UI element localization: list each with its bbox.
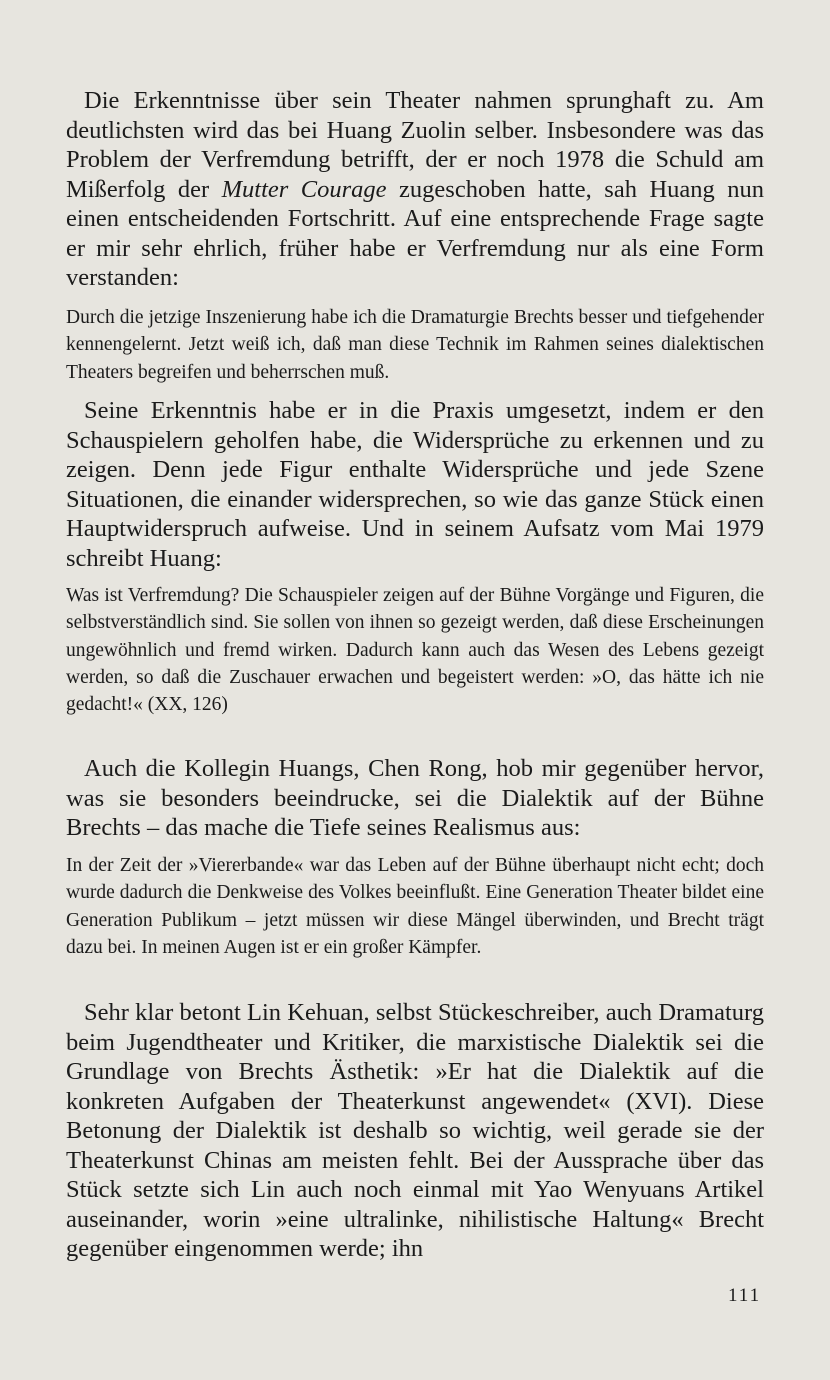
paragraph-3-text: Auch die Kollegin Huangs, Chen Rong, hob mir gegenüber hervor, was sie besonders beeindrucke, sei die Dialektik auf der Bühne Brechts – das mache die Tiefe seines Realismus aus: <box>66 755 764 841</box>
page-number: 111 <box>728 1285 762 1306</box>
quote-2-text: Was ist Verfremdung? Die Schauspieler zeigen auf der Bühne Vorgänge und Figuren, die selbstverständlich sind. Sie sollen von ihnen so gezeigt werden, daß diese Erscheinungen ungewöhnlich und fremd wirken. Dadurch kann auch das Wesen des Lebens gezeigt werden, so daß die Zuschauer erwachen und begeistert werden: »O, das hätte ich nie gedacht!« (XX, 126) <box>66 585 764 716</box>
quote-3 <box>66 852 764 961</box>
quote-1-text: Durch die jetzige Inszenierung habe ich die Dramaturgie Brechts besser und tiefgehender kennengelernt. Jetzt weiß ich, daß man diese Technik im Rahmen seines dialektischen Theaters begreifen und beherrschen muß. <box>66 307 764 383</box>
paragraph-1-text <box>66 86 764 293</box>
paragraph-4-text: Sehr klar betont Lin Kehuan, selbst Stückeschreiber, auch Dramaturg beim Jugendtheater und Kritiker, die marxistische Dialektik sei die Grundlage von Brechts Ästhetik: »Er hat die Dialektik auf die konkreten Aufgaben der Theaterkunst angewendet« (XVI). Diese Betonung der Dialektik ist deshalb so wichtig, weil gerade sie der Theaterkunst Chinas am meisten fehlt. Bei der Aussprache über das Stück setzte sich Lin auch noch einmal mit Yao Wenyuans Artikel auseinander, worin »eine ultralinke, nihilistische Haltung« Brecht gegenüber eingenommen werde; ihn <box>66 999 764 1262</box>
paragraph-1-part-b: zugeschoben hatte, sah Huang nun einen entscheidenden Fortschritt. Auf eine entsprechende Frage sagte er mir sehr ehrlich, früher habe er Verfremdung nur als eine Form verstanden: <box>66 175 765 291</box>
paragraph-2-text: Seine Erkenntnis habe er in die Praxis umgesetzt, indem er den Schauspielern geholfen habe, die Widersprüche zu erkennen und zu zeigen. Denn jede Figur enthalte Widersprüche und jede Szene Situationen, die einander widersprechen, so wie das ganze Stück einen Hauptwiderspruch aufweise. Und in seinem Aufsatz vom Mai 1979 schreibt Huang: <box>66 397 764 572</box>
paragraph-1 <box>66 86 764 293</box>
quote-3-text: In der Zeit der »Viererbande« war das Leben auf der Bühne überhaupt nicht echt; doch wurde dadurch die Denkweise des Volkes beeinflußt. Eine Generation Theater bildet eine Generation Publikum – jetzt müssen wir diese Mängel überwinden, und Brecht trägt dazu bei. In meinen Augen ist er ein großer Kämpfer. <box>66 855 764 958</box>
paragraph-1-italic-title: Mutter Courage <box>221 175 387 203</box>
quote-1 <box>66 304 764 386</box>
quote-2 <box>66 582 764 718</box>
paragraph-2 <box>66 396 764 573</box>
paragraph-4 <box>66 998 764 1264</box>
paragraph-3 <box>66 754 764 843</box>
paragraph-1-part-a: Die Erkenntnisse über sein Theater nahmen sprunghaft zu. Am deutlichsten wird das bei Huang Zuolin selber. Insbesondere was das Problem der Verfremdung betrifft, der er noch 1978 die Schuld am Mißerfolg der <box>66 87 764 203</box>
